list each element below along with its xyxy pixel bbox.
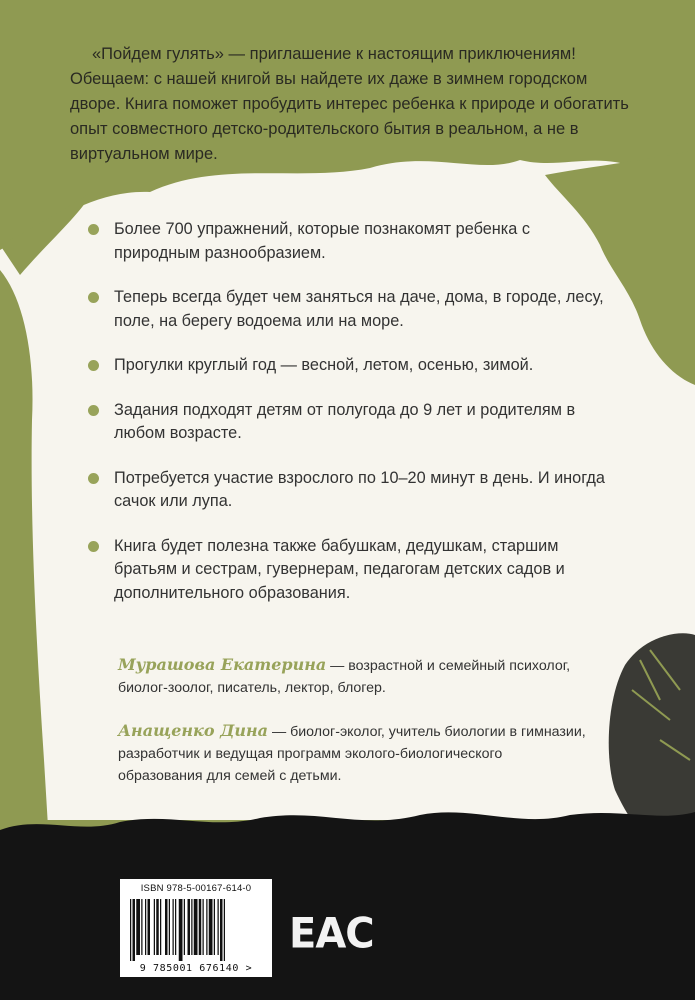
barcode-bar [160,899,161,955]
barcode-bar [141,899,142,955]
feature-item [88,467,608,514]
feature-list [88,218,608,626]
barcode-bar [214,899,215,955]
author-description: — возрастной и семейный психолог, биолог-зоолог, писатель, лектор, блогер. [118,658,571,696]
author-bio [118,654,588,699]
feature-text: Книга будет полезна также бабушкам, дедушкам, старшим братьям и сестрам, гувернерам, педагогам детских садов и дополнительного образования. [114,536,565,602]
isbn-barcode [120,879,272,977]
feature-item [88,399,608,446]
barcode-bar [220,899,223,961]
isbn-number: ISBN 978-5-00167-614-0 [140,883,252,894]
feature-text: Более 700 упражнений, которые познакомят ребенка с природным разнообразием. [114,220,530,262]
feature-text: Теперь всегда будет чем заняться на даче, дома, в городе, лесу, поле, на берегу водоема или на море. [114,288,604,330]
bullet-icon [88,541,99,552]
barcode-bar [130,899,131,961]
barcode-bar [179,899,183,961]
barcode-bar [154,899,155,955]
barcode-bar [136,899,140,955]
barcode-bar [169,899,170,955]
barcode-bar [191,899,192,955]
author-name: Мурашова Екатерина [118,655,327,674]
barcode-bar [148,899,151,955]
author-name: Анащенко Дина [118,721,269,740]
barcode-bar [188,899,191,955]
barcode-bar [165,899,168,955]
barcode-bar [199,899,202,955]
barcode-bar [194,899,198,955]
bullet-icon [88,292,99,303]
feature-item [88,535,608,606]
barcode-bar [218,899,219,955]
intro-paragraph: «Пойдем гулять» — приглашение к настоящим приключениям! Обещаем: с нашей книгой вы найдете их даже в зимнем городском дворе. Книга поможет пробудить интерес ребенка к природе и обогатить опыт совместного детско-родительского бытия в реальном, а не в виртуальном мире. [70,45,629,163]
author-description: — биолог-эколог, учитель биологии в гимназии, разработчик и ведущая программ эколого-биологического образования для семей с детьми. [118,724,586,784]
barcode-bar [156,899,159,955]
feature-text: Прогулки круглый год — весной, летом, осенью, зимой. [114,356,534,374]
bullet-icon [88,405,99,416]
eac-certification-mark: EAC [289,909,374,959]
barcode-bar [209,899,213,955]
barcode-bars [130,899,262,961]
feature-item [88,218,608,265]
feature-item [88,286,608,333]
barcode-bar [173,899,174,955]
barcode-bar [206,899,207,955]
dark-ground [0,812,695,1000]
barcode-bar [224,899,225,961]
barcode-bar [145,899,146,955]
bullet-icon [88,473,99,484]
feature-text: Потребуется участие взрослого по 10–20 минут в день. И иногда сачок или лупа. [114,468,605,510]
bullet-icon [88,360,99,371]
barcode-bar [133,899,136,961]
bullet-icon [88,224,99,235]
feature-text: Задания подходят детям от полугода до 9 лет и родителям в любом возрасте. [114,400,576,442]
barcode-bar [203,899,204,955]
barcode-bar [175,899,176,955]
author-bio [118,720,588,787]
feature-item [88,354,608,378]
barcode-digits: 9 785001 676140 > [139,963,253,974]
barcode-bar [184,899,185,955]
